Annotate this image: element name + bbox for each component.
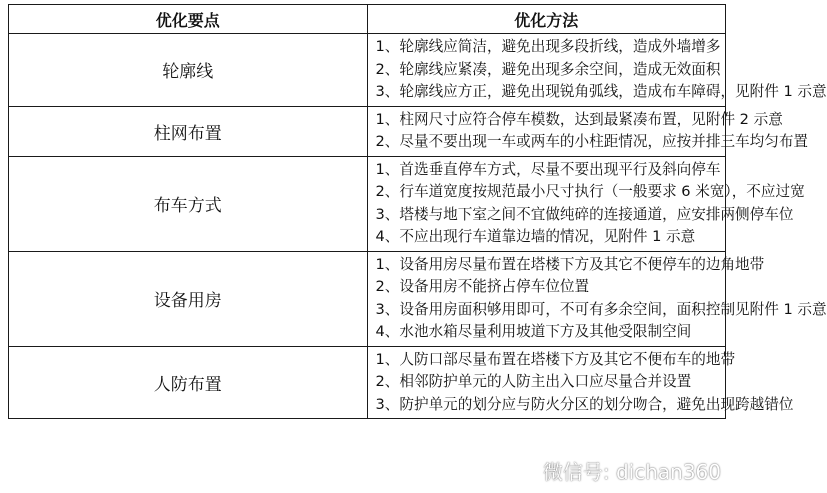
table-row [9,156,726,251]
optimization-table [8,4,827,419]
method-item: 2、行车道宽度按规范最小尺寸执行（一般要求 6 米宽），不应过宽 [375,183,805,200]
table-row [9,106,726,156]
row-methods [367,156,805,251]
method-item: 1、柱网尺寸应符合停车模数，达到最紧凑布置，见附件 2 示意 [375,110,783,128]
header-method: 优化方法 [367,5,726,34]
method-item: 3、轮廓线应方正，避免出现锐角弧线，造成布车障碍，见附件 1 示意 [375,83,827,100]
table-row [9,34,726,107]
method-item: 1、人防口部尽量布置在塔楼下方及其它不便布车的地带 [375,350,736,368]
method-item: 4、水池水箱尽量利用坡道下方及其他受限制空间 [375,323,692,340]
table-row [9,251,726,346]
row-methods [367,106,809,156]
row-methods [367,346,794,419]
method-item: 3、设备用房面积够用即可，不可有多余空间，面积控制见附件 1 示意 [375,300,827,318]
method-item: 2、尽量不要出现一车或两车的小柱距情况，应按并排三车均匀布置 [375,133,809,150]
method-item: 2、设备用房不能挤占停车位位置 [375,278,590,295]
method-item: 2、轮廓线应紧凑，避免出现多余空间，造成无效面积 [375,60,721,78]
row-key-column-grid: 柱网布置 [9,106,368,156]
row-key-civil-defense: 人防布置 [9,346,368,419]
method-item: 3、塔楼与地下室之间不宜做纯碎的连接通道，应安排两侧停车位 [375,205,794,223]
table-header-row [9,5,726,34]
method-item: 2、相邻防护单元的人防主出入口应尽量合并设置 [375,373,692,390]
watermark-text: 微信号: dichan360 [542,460,721,484]
row-key-parking-layout: 布车方式 [9,156,368,251]
method-item: 1、设备用房尽量布置在塔楼下方及其它不便停车的边角地带 [375,255,765,273]
method-item: 1、轮廓线应简洁，避免出现多段折线，造成外墙增多 [375,38,721,55]
method-item: 3、防护单元的划分应与防火分区的划分吻合，避免出现跨越错位 [375,395,794,413]
optimization-table-sheet [8,4,827,488]
header-key-point: 优化要点 [9,5,368,34]
table-row [9,346,726,419]
method-item: 1、首选垂直停车方式，尽量不要出现平行及斜向停车 [375,160,721,178]
method-item: 4、不应出现行车道靠边墙的情况，见附件 1 示意 [375,228,696,245]
row-methods [367,34,827,107]
row-key-equipment-room: 设备用房 [9,251,368,346]
row-methods [367,251,827,346]
row-key-outline: 轮廓线 [9,34,368,107]
wechat-icon [509,460,537,482]
watermark [509,456,721,485]
